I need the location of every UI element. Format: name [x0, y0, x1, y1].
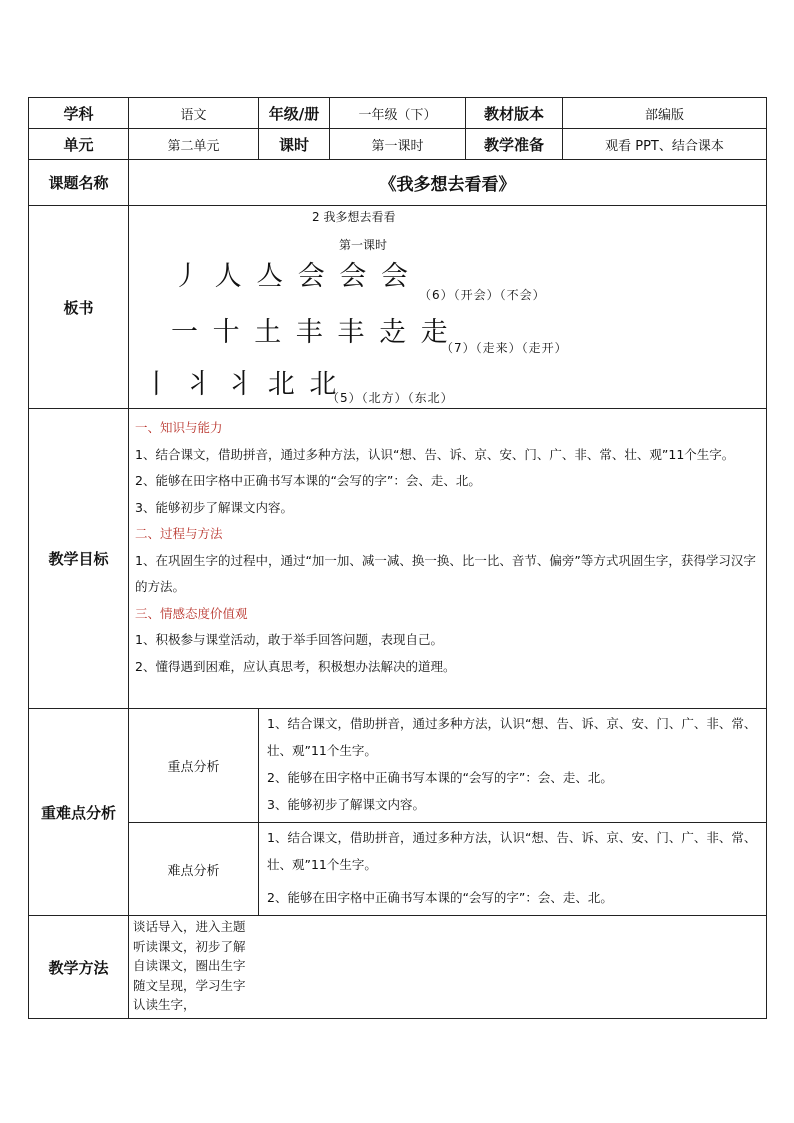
key-points-label: 重点分析	[129, 709, 259, 823]
period-value: 第一课时	[330, 129, 466, 160]
stroke-step: 一	[171, 317, 201, 348]
goal-section-heading: 一、知识与能力	[135, 420, 223, 435]
goals-content	[129, 409, 767, 709]
stroke-step: 丨	[143, 369, 173, 400]
prep-label: 教学准备	[466, 129, 563, 160]
goal-section-heading: 二、过程与方法	[135, 526, 223, 541]
grade-value: 一年级（下）	[330, 98, 466, 129]
stroke-step: 人	[214, 261, 245, 292]
goals-label: 教学目标	[29, 409, 129, 709]
stroke-step: 会	[380, 261, 411, 292]
edition-value: 部编版	[563, 98, 767, 129]
edition-label: 教材版本	[466, 98, 563, 129]
topic-title: 《我多想去看看》	[129, 160, 767, 206]
hard-point-item: 1、结合课文，借助拼音，通过多种方法，认识“想、告、诉、京、安、门、广、非、常、壮、观”11个生字。	[267, 830, 757, 872]
hard-points-content	[259, 823, 767, 916]
key-points-content	[259, 709, 767, 823]
goal-item: 1、在巩固生字的过程中，通过“加一加、减一减、换一换、比一比、音节、偏旁”等方式巩固生字，获得学习汉字的方法。	[135, 552, 756, 594]
stroke-step: 丰	[295, 317, 326, 348]
stroke-step: 十	[212, 317, 243, 348]
annotation-zou: （7）（走来）（走开）	[441, 341, 568, 355]
stroke-step: 丰	[337, 317, 368, 348]
stroke-order-hui	[173, 254, 411, 293]
key-point-item: 1、结合课文，借助拼音，通过多种方法，认识“想、告、诉、京、安、门、广、非、常、壮、观”11个生字。	[267, 716, 757, 758]
method-line: 听读课文，初步了解	[133, 938, 246, 954]
stroke-step: 土	[254, 317, 285, 348]
stroke-step: 会	[339, 261, 370, 292]
lesson-plan-table	[28, 97, 767, 1019]
stroke-step: 丿	[173, 261, 203, 292]
method-line: 随文呈现，学习生字	[133, 977, 246, 993]
stroke-order-bei	[143, 362, 339, 401]
stroke-step: 北	[309, 369, 340, 400]
stroke-step: 走	[420, 317, 451, 348]
unit-label: 单元	[29, 129, 129, 160]
prep-value: 观看 PPT、结合课本	[563, 129, 767, 160]
hard-point-item: 2、能够在田字格中正确书写本课的“会写的字”：会、走、北。	[267, 890, 613, 905]
subject-value: 语文	[129, 98, 259, 129]
key-point-item: 2、能够在田字格中正确书写本课的“会写的字”：会、走、北。	[267, 770, 613, 785]
difficulty-label: 重难点分析	[29, 709, 129, 916]
methods-content	[129, 916, 767, 1019]
subject-label: 学科	[29, 98, 129, 129]
annotation-bei: （5）（北方）（东北）	[327, 391, 454, 405]
method-line: 认读生字，	[133, 997, 196, 1012]
stroke-step: 亼	[256, 261, 287, 292]
goal-item: 3、能够初步了解课文内容。	[135, 499, 293, 515]
stroke-step: 会	[297, 261, 328, 292]
board-period: 第一课时	[339, 238, 388, 252]
goal-item: 1、积极参与课堂活动，敢于举手回答问题，表现自己。	[135, 632, 443, 647]
goal-item: 2、能够在田字格中正确书写本课的“会写的字”：会、走、北。	[135, 473, 481, 488]
board-label: 板书	[29, 206, 129, 409]
method-line: 谈话导入，进入主题	[133, 919, 246, 934]
key-point-item: 3、能够初步了解课文内容。	[267, 797, 425, 812]
stroke-order-zou	[171, 310, 451, 349]
method-line: 自读课文，圈出生字	[133, 958, 246, 973]
stroke-step: 赱	[378, 317, 409, 348]
topic-label: 课题名称	[29, 160, 129, 206]
unit-value: 第二单元	[129, 129, 259, 160]
goal-item: 2、懂得遇到困难，应认真思考，积极想办法解决的道理。	[135, 658, 456, 674]
stroke-step: 丬	[184, 369, 215, 400]
goal-section-heading: 三、情感态度价值观	[135, 605, 248, 621]
annotation-hui: （6）（开会）（不会）	[419, 288, 546, 302]
board-lesson-title: 2 我多想去看看	[312, 210, 396, 224]
goal-item: 1、结合课文，借助拼音，通过多种方法，认识“想、告、诉、京、安、门、广、非、常、壮、观”11个生字。	[135, 446, 735, 462]
stroke-step: 北	[267, 369, 298, 400]
methods-label: 教学方法	[29, 916, 129, 1019]
hard-points-label: 难点分析	[129, 823, 259, 916]
board-content	[129, 206, 767, 409]
stroke-step: 丬	[226, 369, 257, 400]
grade-label: 年级/册	[259, 98, 330, 129]
period-label: 课时	[259, 129, 330, 160]
